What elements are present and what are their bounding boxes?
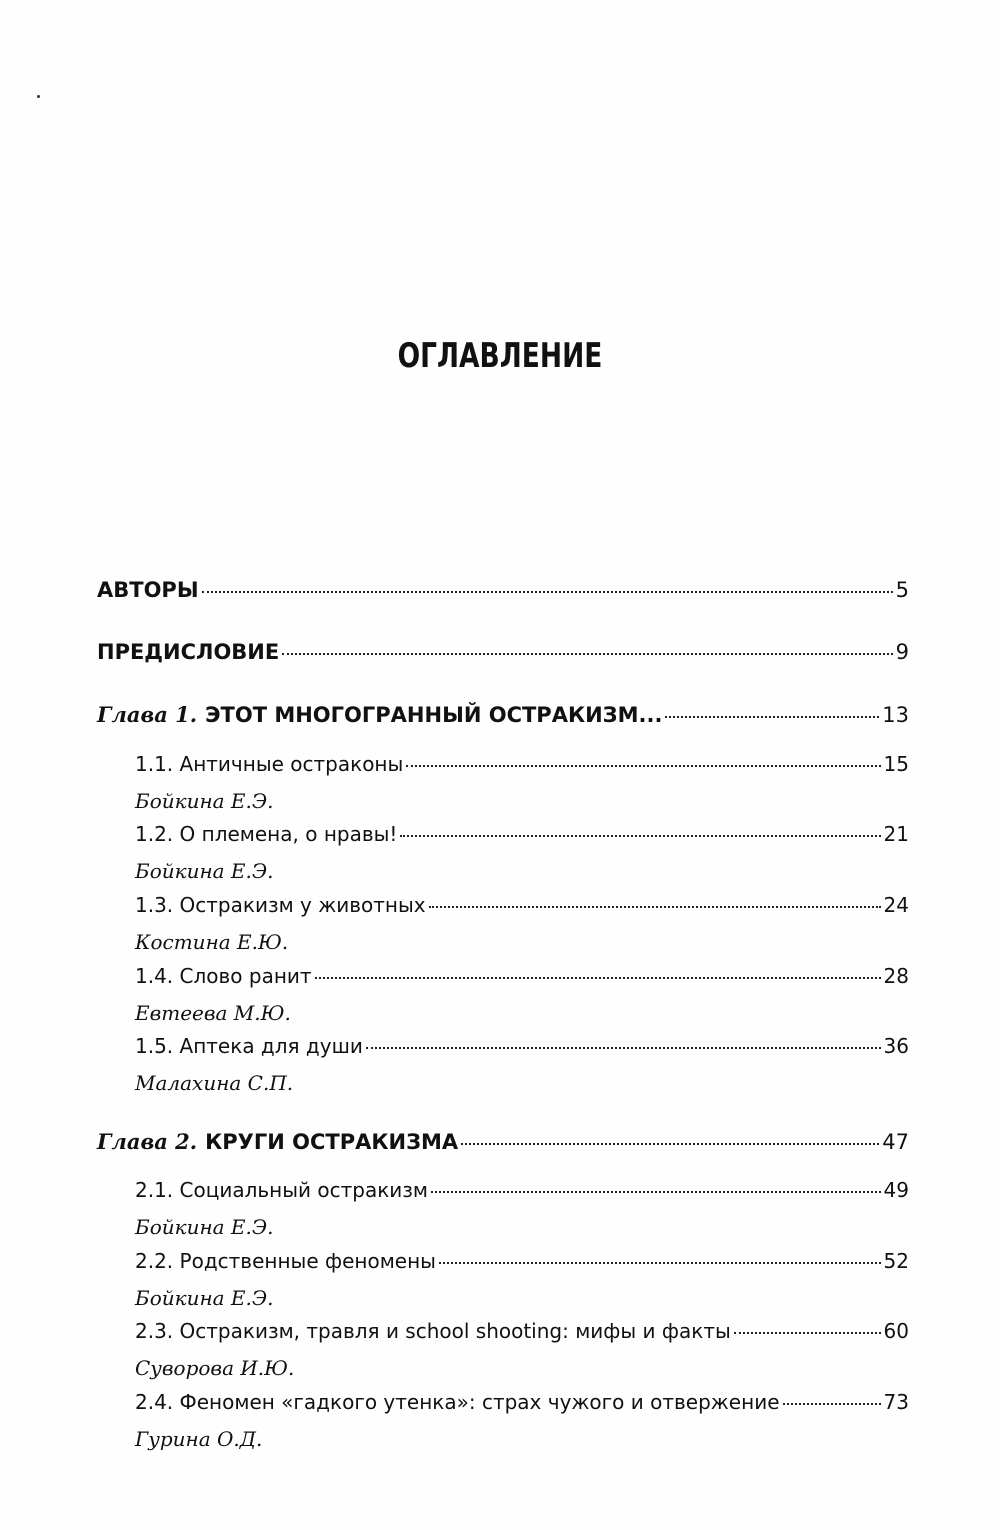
toc-entry-label: ПРЕДИСЛОВИЕ [97,640,280,664]
dot-leader [400,835,880,837]
chapter-title: КРУГИ ОСТРАКИЗМА [205,1130,459,1154]
toc-page-number: 52 [883,1249,909,1273]
dot-leader [406,765,880,767]
toc-section-2-3[interactable] [135,1319,909,1355]
toc-section-1-4[interactable] [135,964,909,1000]
toc-chapter-2[interactable] [97,1129,909,1165]
toc-page-number: 13 [882,703,909,727]
toc-entry-label: АВТОРЫ [97,578,199,602]
section-title: 1.2. О племена, о нравы! [135,822,398,846]
dot-leader [439,1262,881,1264]
toc-section-2-2[interactable] [135,1249,909,1285]
toc-section-1-1[interactable] [135,752,909,788]
section-title: 1.1. Античные остраконы [135,752,404,776]
toc-page-number: 21 [883,822,909,846]
chapter-title: ЭТОТ МНОГОГРАННЫЙ ОСТРАКИЗМ... [205,703,663,727]
section-author: Костина Е.Ю. [135,930,289,954]
chapter-prefix: Глава 2. [97,1129,198,1154]
toc-chapter-1[interactable] [97,702,909,738]
toc-entry-authors[interactable] [97,578,909,614]
print-speck [37,95,40,98]
section-author: Бойкина Е.Э. [135,789,274,813]
toc-section-2-4[interactable] [135,1390,909,1426]
toc-page-number: 15 [883,752,909,776]
dot-leader [429,906,881,908]
section-title: 1.5. Аптека для души [135,1034,363,1058]
section-title: 2.2. Родственные феномены [135,1249,436,1273]
dot-leader [202,591,893,593]
dot-leader [734,1332,881,1334]
toc-page-number: 47 [882,1130,909,1154]
toc-page-number: 5 [895,578,909,602]
chapter-prefix: Глава 1. [97,702,198,727]
toc-page-number: 60 [883,1319,909,1343]
toc-section-2-1[interactable] [135,1178,909,1214]
dot-leader [282,653,892,655]
toc-page-number: 28 [883,964,909,988]
dot-leader [366,1047,881,1049]
dot-leader [783,1403,881,1405]
toc-page-number: 9 [895,640,909,664]
section-title: 1.3. Остракизм у животных [135,893,426,917]
dot-leader [461,1143,879,1145]
toc-page-number: 73 [883,1390,909,1414]
toc-entry-preface[interactable] [97,640,909,676]
section-author: Бойкина Е.Э. [135,1215,274,1239]
section-author: Бойкина Е.Э. [135,859,274,883]
toc-section-1-3[interactable] [135,893,909,929]
section-title: 1.4. Слово ранит [135,964,312,988]
dot-leader [315,977,881,979]
dot-leader [665,716,879,718]
section-title: 2.4. Феномен «гадкого утенка»: страх чужого и отвержение [135,1390,780,1414]
section-author: Гурина О.Д. [135,1427,263,1451]
dot-leader [431,1191,881,1193]
toc-page-number: 49 [883,1178,909,1202]
toc-page-number: 24 [883,893,909,917]
toc-page-number: 36 [883,1034,909,1058]
toc-section-1-2[interactable] [135,822,909,858]
section-author: Малахина С.П. [135,1071,294,1095]
section-title: 2.3. Остракизм, травля и school shooting: мифы и факты [135,1319,731,1343]
section-author: Евтеева М.Ю. [135,1001,291,1025]
page-title: ОГЛАВЛЕНИЕ [397,336,603,376]
section-title: 2.1. Социальный остракизм [135,1178,429,1202]
section-author: Бойкина Е.Э. [135,1286,274,1310]
toc-section-1-5[interactable] [135,1034,909,1070]
section-author: Суворова И.Ю. [135,1356,295,1380]
